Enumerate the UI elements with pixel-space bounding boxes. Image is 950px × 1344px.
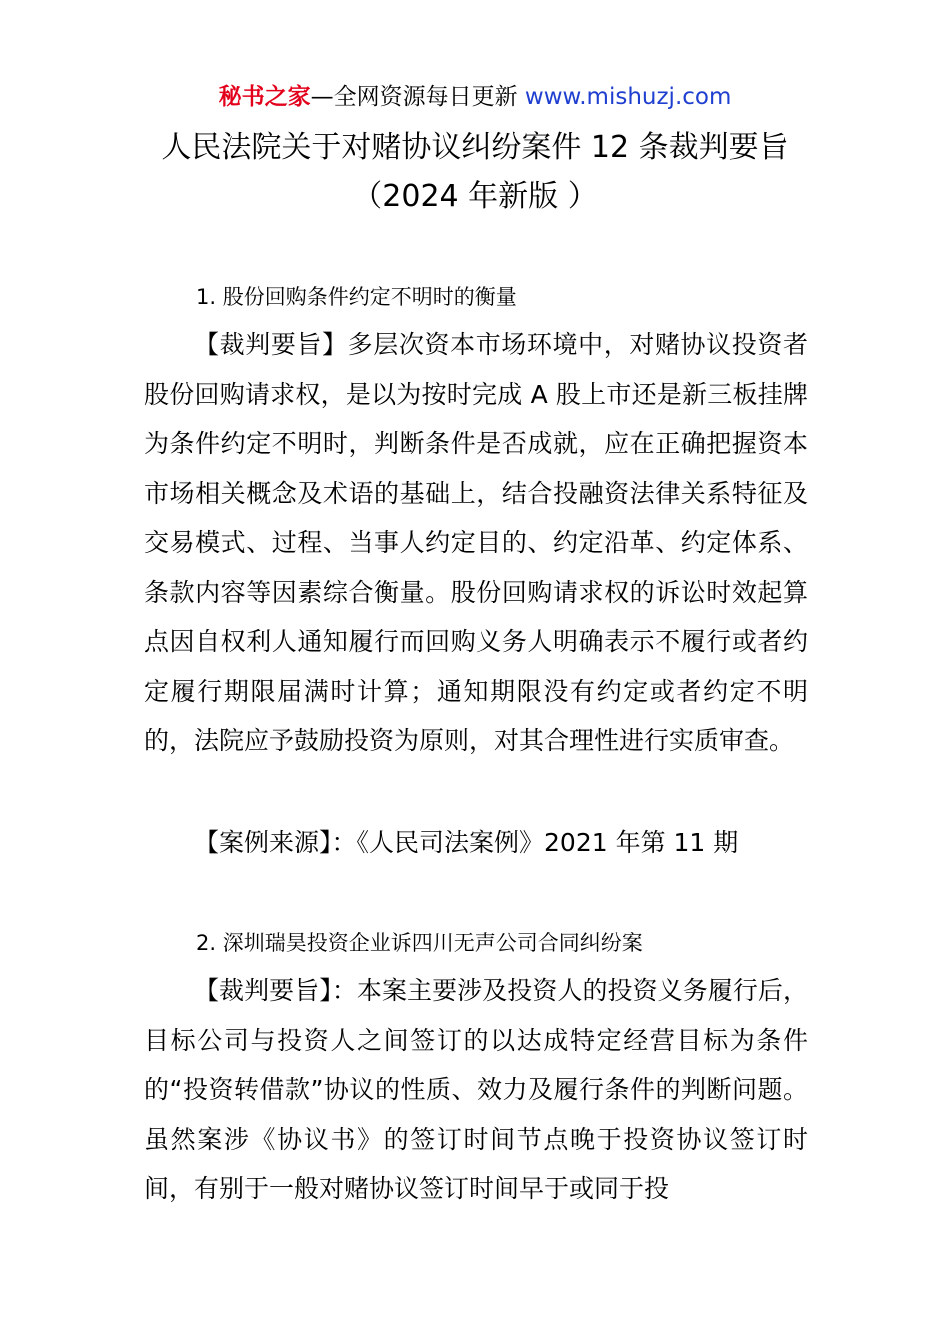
banner-slogan: —全网资源每日更新 bbox=[310, 84, 525, 110]
section-1-heading: 1. 股份回购条件约定不明时的衡量 bbox=[196, 285, 517, 309]
section-1-body: 【裁判要旨】多层次资本市场环境中，对赌协议投资者股份回购请求权，是以为按时完成 A 股上市还是新三板挂牌为条件约定不明时，判断条件是否成就，应在正确把握资本市场相关概念及术语的基础上，结合投融资法律关系特征及交易模式、过程、当事人约定目的、约定沿革、约定体系、条款内容等因素综合衡量。股份回购请求权的诉讼时效起算点因自权利人通知履行而回购义务人明确表示不履行或者约定履行期限届满时计算；通知期限没有约定或者约定不明的，法院应予鼓励投资为原则，对其合理性进行实质审查。 bbox=[144, 330, 808, 755]
document-title: 人民法院关于对赌协议纠纷案件 12 条裁判要旨 bbox=[161, 130, 789, 165]
section-2-heading: 2. 深圳瑞昊投资企业诉四川无声公司合同纠纷案 bbox=[196, 931, 643, 955]
brand-name: 秘书之家 bbox=[218, 84, 311, 110]
section-1-source: 【案例来源】：《人民司法案例》2021 年第 11 期 bbox=[194, 828, 739, 857]
site-banner bbox=[0, 82, 950, 112]
site-url[interactable]: www.mishuzj.com bbox=[524, 84, 732, 110]
document-subtitle: （2024 年新版 ） bbox=[352, 179, 598, 214]
section-2-body: 【裁判要旨】：本案主要涉及投资人的投资义务履行后，目标公司与投资人之间签订的以达成特定经营目标为条件的“投资转借款”协议的性质、效力及履行条件的判断问题。虽然案涉《协议书》的签订时间节点晚于投资协议签订时间，有别于一般对赌协议签订时间早于或同于投 bbox=[144, 976, 808, 1203]
